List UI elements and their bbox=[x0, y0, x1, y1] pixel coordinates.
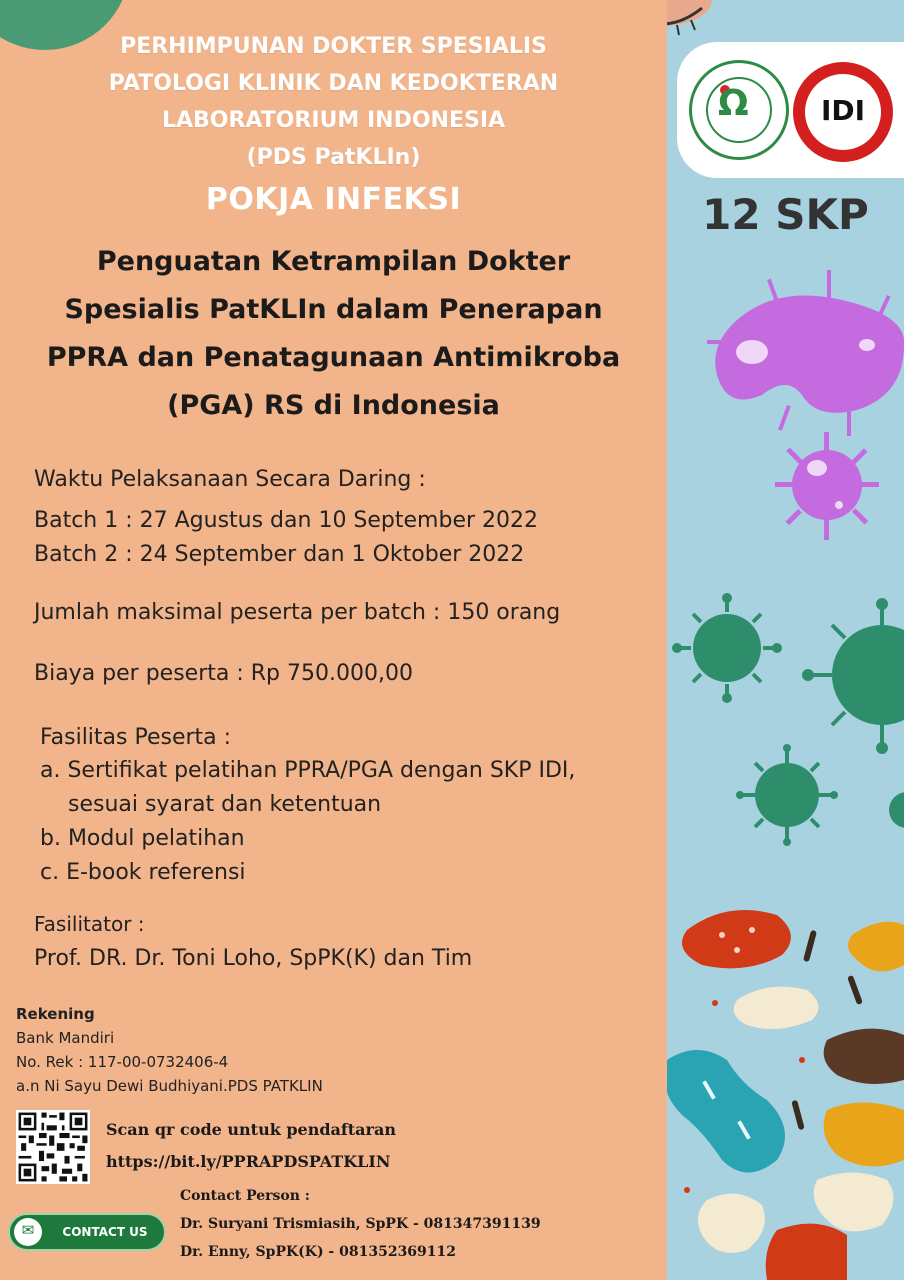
top-microbe-decoration bbox=[667, 0, 712, 38]
registration-link[interactable]: https://bit.ly/PPRAPDSPATKLIN bbox=[106, 1152, 391, 1171]
facilitator-heading: Fasilitator : bbox=[34, 912, 145, 936]
contact-person-1: Dr. Suryani Trismiasih, SpPK - 081347391139 bbox=[180, 1216, 541, 1232]
green-viruses bbox=[672, 593, 904, 846]
logos-panel bbox=[677, 42, 904, 178]
facilities-heading: Fasilitas Peserta : bbox=[40, 725, 232, 750]
idi-logo bbox=[793, 62, 893, 162]
fee: Biaya per peserta : Rp 750.000,00 bbox=[34, 661, 413, 686]
schedule-heading: Waktu Pelaksanaan Secara Daring : bbox=[34, 467, 426, 492]
batch-2: Batch 2 : 24 September dan 1 Oktober 2022 bbox=[34, 542, 525, 567]
idi-logo-text: IDI bbox=[820, 94, 866, 127]
organization-name bbox=[0, 28, 667, 176]
skp-badge: 12 SKP bbox=[702, 190, 869, 239]
scan-instruction: Scan qr code untuk pendaftaran bbox=[106, 1120, 396, 1139]
org-line: PERHIMPUNAN DOKTER SPESIALIS bbox=[120, 34, 547, 59]
contact-us-button[interactable] bbox=[8, 1213, 166, 1251]
pokja-heading: POKJA INFEKSI bbox=[205, 182, 462, 217]
title-line: (PGA) RS di Indonesia bbox=[167, 390, 500, 421]
envelope-icon: ✉ bbox=[14, 1218, 42, 1246]
batch-1: Batch 1 : 27 Agustus dan 10 September 2022 bbox=[34, 508, 539, 533]
purple-bacterium bbox=[707, 270, 904, 540]
title-line: Penguatan Ketrampilan Dokter bbox=[96, 246, 571, 277]
org-line: PATOLOGI KLINIK DAN KEDOKTERAN bbox=[108, 71, 559, 96]
facility-b: b. Modul pelatihan bbox=[40, 826, 245, 851]
registration-qr-code[interactable] bbox=[16, 1110, 90, 1184]
max-participants: Jumlah maksimal peserta per batch : 150 orang bbox=[34, 600, 561, 625]
account-bank: Bank Mandiri bbox=[16, 1029, 115, 1047]
pds-patklin-logo: Ω bbox=[689, 60, 789, 160]
facility-c: c. E-book referensi bbox=[40, 860, 246, 885]
facilitator-name: Prof. DR. Dr. Toni Loho, SpPK(K) dan Tim bbox=[34, 946, 473, 971]
org-line: (PDS PatKLIn) bbox=[246, 145, 421, 170]
account-number: No. Rek : 117-00-0732406-4 bbox=[16, 1053, 229, 1071]
contact-person-2: Dr. Enny, SpPK(K) - 081352369112 bbox=[180, 1244, 457, 1260]
account-holder: a.n Ni Sayu Dewi Budhiyani.PDS PATKLIN bbox=[16, 1077, 323, 1095]
contact-us-label: CONTACT US bbox=[62, 1225, 148, 1239]
org-line: LABORATORIUM INDONESIA bbox=[161, 108, 506, 133]
title-line: Spesialis PatKLIn dalam Penerapan bbox=[64, 294, 603, 325]
title-line: PPRA dan Penatagunaan Antimikroba bbox=[46, 342, 621, 373]
account-heading: Rekening bbox=[16, 1005, 95, 1023]
facility-a-cont: sesuai syarat dan ketentuan bbox=[68, 792, 382, 817]
event-title bbox=[0, 238, 667, 430]
bottom-bacteria bbox=[667, 910, 904, 1280]
contact-heading: Contact Person : bbox=[180, 1188, 310, 1204]
facility-a: a. Sertifikat pelatihan PPRA/PGA dengan SKP IDI, bbox=[40, 758, 576, 783]
